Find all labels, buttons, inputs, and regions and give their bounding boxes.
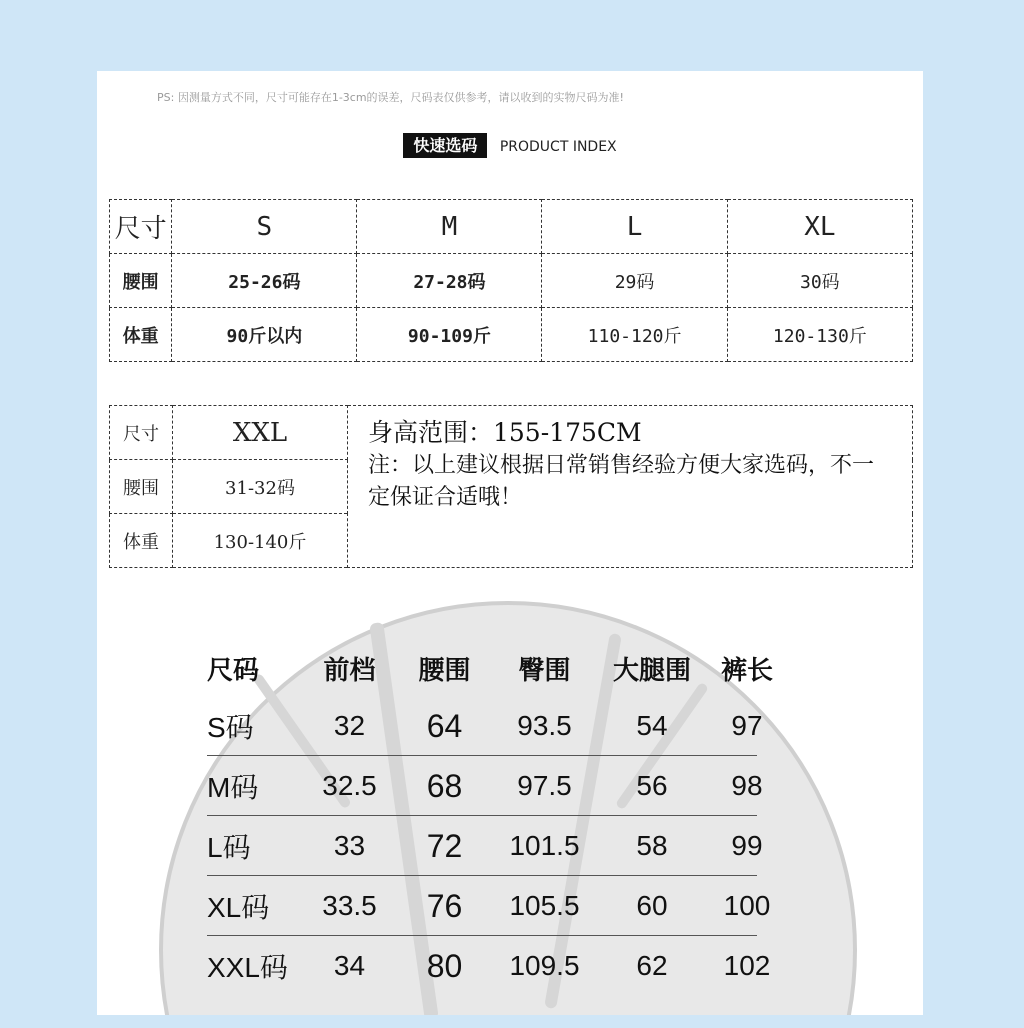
- cell-front-rise: 33: [333, 830, 366, 861]
- measurement-note: PS: 因测量方式不同，尺寸可能存在1-3cm的误差，尺码表仅供参考，请以收到的实物尺码为准!: [157, 91, 624, 104]
- cell-length: 99: [731, 830, 763, 861]
- table-header-row: [207, 641, 787, 696]
- heading-zh: 快速选码: [403, 133, 487, 158]
- cell-hip: 97.5: [517, 770, 572, 801]
- cell-thigh: 56: [636, 770, 668, 801]
- weight-s: 90斤以内: [172, 308, 357, 362]
- page-background: [0, 15, 1024, 1028]
- heading-en: PRODUCT INDEX: [499, 139, 617, 155]
- table-row: [110, 254, 913, 308]
- table-row: [207, 876, 787, 936]
- cell-length: 100: [723, 890, 771, 921]
- section-heading: [97, 133, 923, 156]
- measurement-table: [207, 641, 787, 996]
- header-front-rise: 前档: [323, 655, 376, 685]
- waist-xxl: 31-32码: [173, 460, 348, 514]
- row-label-weight: 体重: [110, 308, 172, 362]
- cell-thigh: 58: [636, 830, 668, 861]
- cell-front-rise: 33.5: [322, 890, 377, 921]
- cell-size: XL码: [207, 892, 270, 923]
- header-hip: 臀围: [518, 655, 571, 685]
- cell-hip: 101.5: [509, 830, 580, 861]
- size-l: L: [542, 200, 727, 254]
- weight-l: 110-120斤: [542, 308, 727, 362]
- height-range: 身高范围：155-175CM: [368, 418, 642, 447]
- cell-size: L码: [207, 832, 251, 863]
- cell-front-rise: 32: [333, 710, 366, 741]
- row-label-waist: 腰围: [110, 254, 172, 308]
- cell-size: M码: [207, 772, 259, 803]
- size-xl: XL: [727, 200, 912, 254]
- size-m: M: [357, 200, 542, 254]
- weight-xl: 120-130斤: [727, 308, 912, 362]
- table-row: [207, 816, 787, 876]
- table-row: [207, 756, 787, 816]
- cell-hip: 105.5: [509, 890, 580, 921]
- header-thigh: 大腿围: [612, 655, 691, 685]
- cell-front-rise: 32.5: [322, 770, 377, 801]
- weight-xxl: 130-140斤: [173, 514, 348, 568]
- waist-m: 27-28码: [357, 254, 542, 308]
- cell-thigh: 54: [636, 710, 668, 741]
- quick-size-table: [109, 199, 913, 362]
- cell-waist: 68: [426, 767, 463, 804]
- xxl-size-table: [109, 405, 913, 568]
- waist-xl: 30码: [727, 254, 912, 308]
- table-row: [110, 406, 913, 460]
- cell-waist: 64: [426, 707, 463, 744]
- recommendation-note: 注：以上建议根据日常销售经验方便大家选码，不一定保证合适哦！: [368, 453, 875, 510]
- cell-thigh: 60: [636, 890, 668, 921]
- header-waist: 腰围: [418, 655, 471, 685]
- cell-size: S码: [207, 712, 254, 743]
- cell-waist: 80: [426, 947, 463, 984]
- row-label-size: 尺寸: [110, 200, 172, 254]
- size-s: S: [172, 200, 357, 254]
- size-xxl: XXL: [173, 406, 348, 460]
- measurement-chart-section: [97, 601, 923, 1015]
- table-row: [207, 696, 787, 756]
- header-size: 尺码: [207, 655, 260, 685]
- table-row: [207, 936, 787, 996]
- waist-s: 25-26码: [172, 254, 357, 308]
- waist-l: 29码: [542, 254, 727, 308]
- cell-length: 97: [731, 710, 763, 741]
- header-length: 裤长: [720, 655, 773, 685]
- row-label-weight: 体重: [110, 514, 173, 568]
- cell-thigh: 62: [636, 950, 668, 981]
- size-guide-card: [97, 71, 923, 1015]
- recommendation-note-cell: [348, 406, 913, 568]
- cell-waist: 72: [426, 827, 463, 864]
- cell-hip: 109.5: [509, 950, 580, 981]
- row-label-waist: 腰围: [110, 460, 173, 514]
- weight-m: 90-109斤: [357, 308, 542, 362]
- cell-front-rise: 34: [333, 950, 366, 981]
- cell-waist: 76: [426, 887, 463, 924]
- cell-size: XXL码: [207, 952, 288, 983]
- cell-length: 98: [731, 770, 763, 801]
- cell-length: 102: [723, 950, 771, 981]
- row-label-size: 尺寸: [110, 406, 173, 460]
- table-row: [110, 200, 913, 254]
- cell-hip: 93.5: [517, 710, 572, 741]
- table-row: [110, 308, 913, 362]
